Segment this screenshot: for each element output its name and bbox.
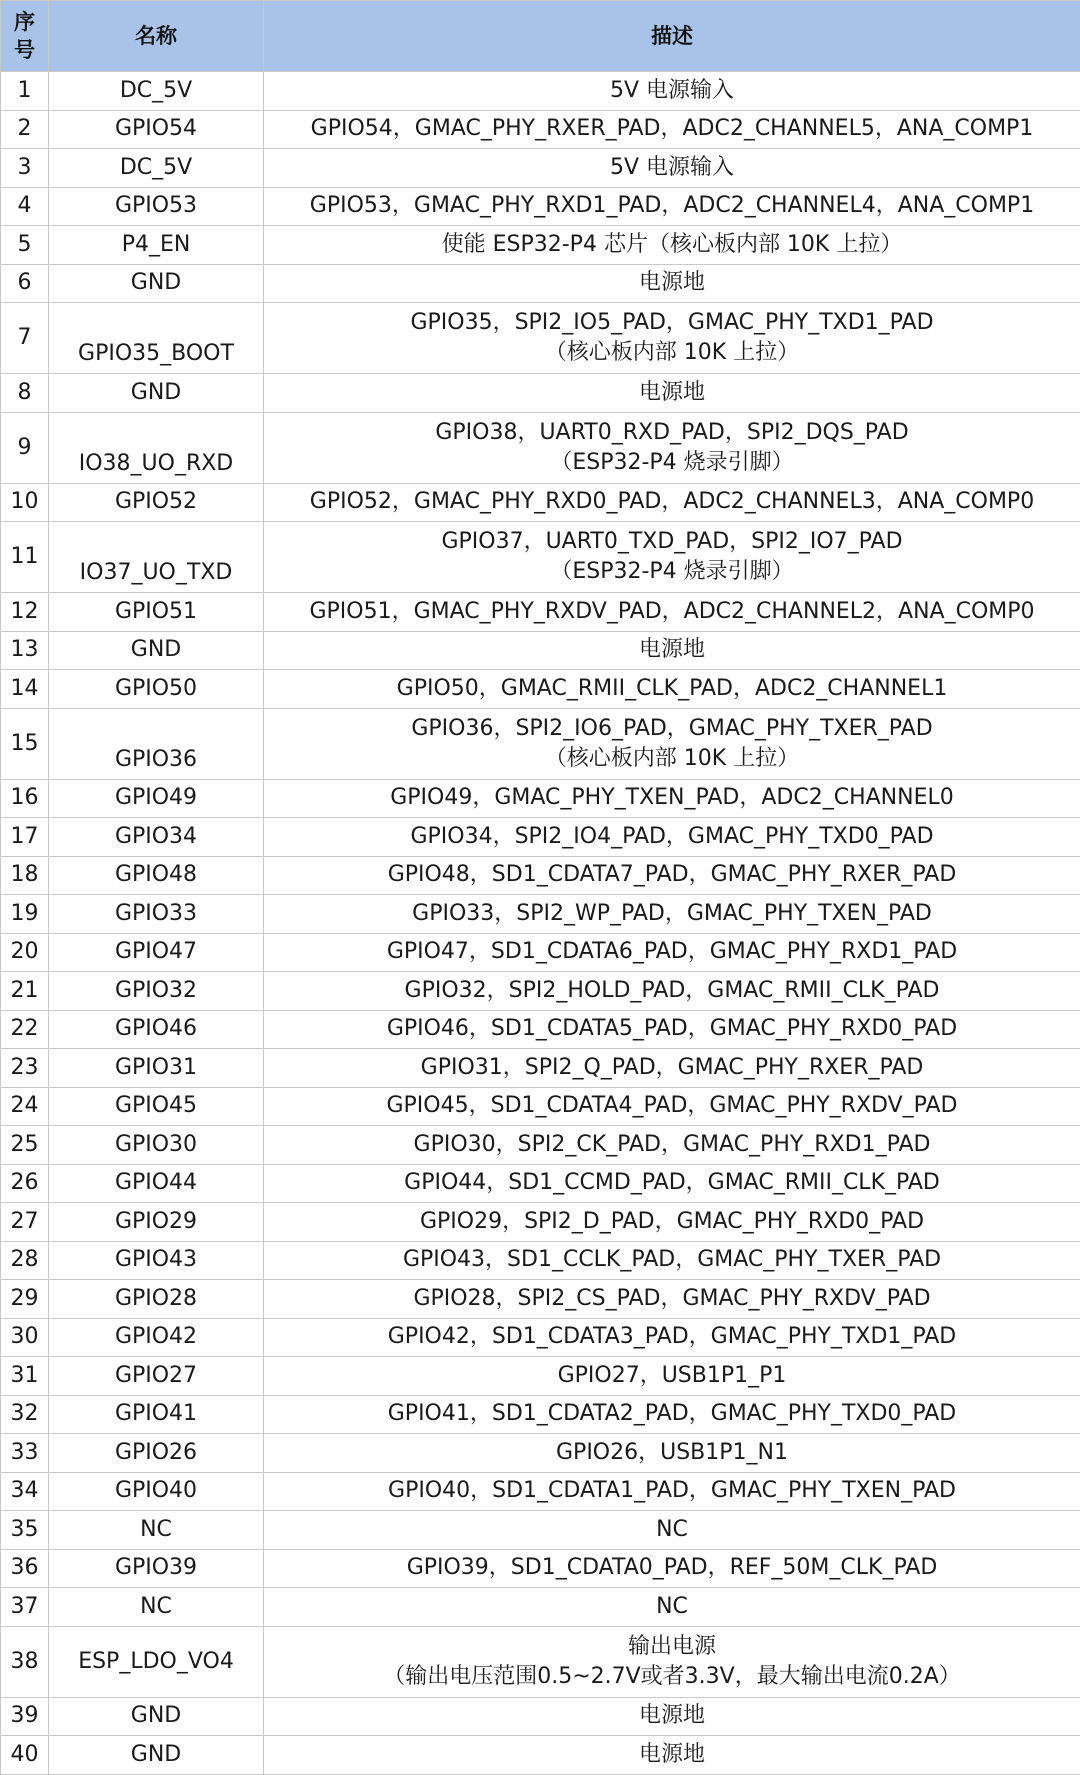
row-index: 13 [1, 631, 49, 670]
row-desc-line: GPIO51，GMAC_PHY_RXDV_PAD，ADC2_CHANNEL2，ANA_COMP0 [266, 597, 1078, 627]
row-index: 21 [1, 972, 49, 1011]
table-row [1, 1049, 1080, 1088]
table-row [1, 1010, 1080, 1049]
row-index: 29 [1, 1280, 49, 1319]
row-name: GPIO45 [49, 1087, 264, 1126]
row-desc-line: GPIO40，SD1_CDATA1_PAD，GMAC_PHY_TXEN_PAD [266, 1476, 1078, 1506]
table-row [1, 226, 1080, 265]
table-row [1, 187, 1080, 226]
table-row [1, 779, 1080, 818]
row-desc [264, 483, 1080, 522]
row-desc [264, 895, 1080, 934]
row-desc [264, 1087, 1080, 1126]
row-desc-line: GPIO52，GMAC_PHY_RXD0_PAD，ADC2_CHANNEL3，ANA_COMP0 [266, 487, 1078, 517]
row-name: GPIO26 [49, 1434, 264, 1473]
header-index [1, 1, 49, 72]
row-desc [264, 226, 1080, 265]
row-name: GPIO28 [49, 1280, 264, 1319]
row-desc-line: GPIO53，GMAC_PHY_RXD1_PAD，ADC2_CHANNEL4，ANA_COMP1 [266, 191, 1078, 221]
row-index: 15 [1, 708, 49, 779]
row-desc [264, 522, 1080, 593]
table-row [1, 1697, 1080, 1736]
row-name: GPIO52 [49, 483, 264, 522]
header-index-char: 序 [3, 8, 46, 36]
row-desc [264, 1241, 1080, 1280]
table-row [1, 374, 1080, 413]
row-index: 7 [1, 303, 49, 374]
row-desc-line: GPIO45，SD1_CDATA4_PAD，GMAC_PHY_RXDV_PAD [266, 1091, 1078, 1121]
row-index: 31 [1, 1357, 49, 1396]
row-index: 34 [1, 1472, 49, 1511]
row-desc-line: 电源地 [266, 268, 1078, 298]
row-desc [264, 1472, 1080, 1511]
row-desc-line: （核心板内部 10K 上拉） [266, 744, 1078, 774]
table-row [1, 1087, 1080, 1126]
table-row [1, 1164, 1080, 1203]
row-name: GPIO51 [49, 593, 264, 632]
row-desc-line: GPIO47，SD1_CDATA6_PAD，GMAC_PHY_RXD1_PAD [266, 937, 1078, 967]
row-index: 32 [1, 1395, 49, 1434]
row-index: 9 [1, 412, 49, 483]
row-desc [264, 856, 1080, 895]
row-name: GPIO29 [49, 1203, 264, 1242]
row-desc-line: 电源地 [266, 1701, 1078, 1731]
header-name: 名称 [49, 1, 264, 72]
table-row [1, 264, 1080, 303]
table-row [1, 412, 1080, 483]
row-desc [264, 110, 1080, 149]
row-desc-line: GPIO28，SPI2_CS_PAD，GMAC_PHY_RXDV_PAD [266, 1284, 1078, 1314]
row-desc-line: 电源地 [266, 1740, 1078, 1770]
row-name: GPIO34 [49, 818, 264, 857]
row-desc [264, 1318, 1080, 1357]
row-desc-line: GPIO42，SD1_CDATA3_PAD，GMAC_PHY_TXD1_PAD [266, 1322, 1078, 1352]
row-index: 14 [1, 670, 49, 709]
table-row [1, 303, 1080, 374]
row-desc-line: GPIO54，GMAC_PHY_RXER_PAD，ADC2_CHANNEL5，ANA_COMP1 [266, 114, 1078, 144]
row-name: GPIO43 [49, 1241, 264, 1280]
row-name: GPIO42 [49, 1318, 264, 1357]
row-index: 19 [1, 895, 49, 934]
row-desc-line: GPIO36，SPI2_IO6_PAD，GMAC_PHY_TXER_PAD [266, 714, 1078, 744]
row-desc-line: 使能 ESP32-P4 芯片（核心板内部 10K 上拉） [266, 230, 1078, 260]
row-desc-line: 输出电源 [266, 1632, 1078, 1662]
row-index: 5 [1, 226, 49, 265]
table-row [1, 483, 1080, 522]
row-name: GPIO50 [49, 670, 264, 709]
row-desc-line: NC [266, 1592, 1078, 1622]
row-desc [264, 303, 1080, 374]
table-row [1, 1736, 1080, 1775]
row-name: GND [49, 374, 264, 413]
row-desc-line: 5V 电源输入 [266, 153, 1078, 183]
row-desc-line: NC [266, 1515, 1078, 1545]
header-row [1, 1, 1080, 72]
table-row [1, 110, 1080, 149]
row-name: GPIO36 [49, 708, 264, 779]
row-desc [264, 412, 1080, 483]
table-row [1, 933, 1080, 972]
row-index: 23 [1, 1049, 49, 1088]
row-desc-line: GPIO48，SD1_CDATA7_PAD，GMAC_PHY_RXER_PAD [266, 860, 1078, 890]
row-desc [264, 972, 1080, 1011]
table-row [1, 522, 1080, 593]
row-index: 10 [1, 483, 49, 522]
row-desc [264, 1395, 1080, 1434]
header-desc: 描述 [264, 1, 1080, 72]
row-name: GPIO53 [49, 187, 264, 226]
row-desc-line: GPIO39，SD1_CDATA0_PAD，REF_50M_CLK_PAD [266, 1553, 1078, 1583]
row-name: GND [49, 631, 264, 670]
row-desc [264, 1588, 1080, 1627]
row-desc-line: GPIO29，SPI2_D_PAD，GMAC_PHY_RXD0_PAD [266, 1207, 1078, 1237]
row-desc [264, 1164, 1080, 1203]
row-name: GPIO35_BOOT [49, 303, 264, 374]
row-desc-line: 电源地 [266, 378, 1078, 408]
row-desc [264, 1626, 1080, 1697]
row-name: NC [49, 1511, 264, 1550]
row-desc [264, 149, 1080, 188]
table-row [1, 1318, 1080, 1357]
row-desc [264, 374, 1080, 413]
row-name: DC_5V [49, 149, 264, 188]
table-row [1, 1588, 1080, 1627]
row-name: NC [49, 1588, 264, 1627]
table-row [1, 1203, 1080, 1242]
row-desc [264, 1511, 1080, 1550]
row-index: 22 [1, 1010, 49, 1049]
row-desc [264, 72, 1080, 111]
row-index: 17 [1, 818, 49, 857]
table-row [1, 972, 1080, 1011]
row-desc [264, 708, 1080, 779]
row-name: GPIO54 [49, 110, 264, 149]
row-index: 16 [1, 779, 49, 818]
row-name: ESP_LDO_VO4 [49, 1626, 264, 1697]
table-row [1, 1549, 1080, 1588]
row-desc-line: GPIO41，SD1_CDATA2_PAD，GMAC_PHY_TXD0_PAD [266, 1399, 1078, 1429]
row-name: GND [49, 1697, 264, 1736]
row-desc-line: GPIO46，SD1_CDATA5_PAD，GMAC_PHY_RXD0_PAD [266, 1014, 1078, 1044]
table-row [1, 856, 1080, 895]
row-desc [264, 1203, 1080, 1242]
row-name: GPIO40 [49, 1472, 264, 1511]
row-desc-line: 电源地 [266, 635, 1078, 665]
row-index: 18 [1, 856, 49, 895]
row-desc-line: GPIO31，SPI2_Q_PAD，GMAC_PHY_RXER_PAD [266, 1053, 1078, 1083]
row-index: 39 [1, 1697, 49, 1736]
row-name: GPIO49 [49, 779, 264, 818]
row-desc [264, 593, 1080, 632]
row-index: 38 [1, 1626, 49, 1697]
row-desc-line: （核心板内部 10K 上拉） [266, 338, 1078, 368]
table-row [1, 631, 1080, 670]
row-desc-line: （ESP32-P4 烧录引脚） [266, 557, 1078, 587]
row-index: 12 [1, 593, 49, 632]
row-name: GPIO33 [49, 895, 264, 934]
row-desc [264, 1049, 1080, 1088]
table-row [1, 1626, 1080, 1697]
row-desc [264, 779, 1080, 818]
table-body [1, 72, 1080, 1775]
row-desc [264, 187, 1080, 226]
table-row [1, 593, 1080, 632]
row-desc [264, 1010, 1080, 1049]
row-desc [264, 1126, 1080, 1165]
row-index: 1 [1, 72, 49, 111]
row-index: 30 [1, 1318, 49, 1357]
row-index: 37 [1, 1588, 49, 1627]
table-row [1, 1511, 1080, 1550]
row-desc [264, 670, 1080, 709]
row-name: GPIO39 [49, 1549, 264, 1588]
row-index: 25 [1, 1126, 49, 1165]
row-name: IO38_UO_RXD [49, 412, 264, 483]
table-row [1, 1357, 1080, 1396]
row-name: GPIO47 [49, 933, 264, 972]
row-desc [264, 264, 1080, 303]
row-name: GPIO48 [49, 856, 264, 895]
row-index: 20 [1, 933, 49, 972]
row-desc [264, 1280, 1080, 1319]
row-desc [264, 818, 1080, 857]
row-name: GPIO44 [49, 1164, 264, 1203]
row-name: GPIO27 [49, 1357, 264, 1396]
row-name: GND [49, 264, 264, 303]
row-index: 4 [1, 187, 49, 226]
row-index: 24 [1, 1087, 49, 1126]
row-desc-line: 5V 电源输入 [266, 76, 1078, 106]
row-index: 26 [1, 1164, 49, 1203]
row-name: GPIO46 [49, 1010, 264, 1049]
table-row [1, 1126, 1080, 1165]
table-row [1, 895, 1080, 934]
table-row [1, 1434, 1080, 1473]
table-row [1, 1241, 1080, 1280]
row-desc [264, 1549, 1080, 1588]
table-row [1, 1395, 1080, 1434]
row-desc-line: GPIO37，UART0_TXD_PAD，SPI2_IO7_PAD [266, 527, 1078, 557]
row-index: 3 [1, 149, 49, 188]
row-desc-line: GPIO32，SPI2_HOLD_PAD，GMAC_RMII_CLK_PAD [266, 976, 1078, 1006]
table-row [1, 670, 1080, 709]
row-desc-line: GPIO30，SPI2_CK_PAD，GMAC_PHY_RXD1_PAD [266, 1130, 1078, 1160]
row-desc-line: （ESP32-P4 烧录引脚） [266, 448, 1078, 478]
row-index: 2 [1, 110, 49, 149]
table-row [1, 149, 1080, 188]
row-name: GPIO41 [49, 1395, 264, 1434]
row-index: 33 [1, 1434, 49, 1473]
row-desc-line: GPIO43，SD1_CCLK_PAD，GMAC_PHY_TXER_PAD [266, 1245, 1078, 1275]
row-desc [264, 933, 1080, 972]
row-desc-line: GPIO49，GMAC_PHY_TXEN_PAD，ADC2_CHANNEL0 [266, 783, 1078, 813]
row-name: DC_5V [49, 72, 264, 111]
row-name: GND [49, 1736, 264, 1775]
row-desc-line: GPIO50，GMAC_RMII_CLK_PAD，ADC2_CHANNEL1 [266, 674, 1078, 704]
row-desc-line: （输出电压范围0.5~2.7V或者3.3V，最大输出电流0.2A） [266, 1662, 1078, 1692]
row-desc-line: GPIO33，SPI2_WP_PAD，GMAC_PHY_TXEN_PAD [266, 899, 1078, 929]
row-desc-line: GPIO38，UART0_RXD_PAD，SPI2_DQS_PAD [266, 418, 1078, 448]
row-desc [264, 631, 1080, 670]
row-index: 28 [1, 1241, 49, 1280]
row-desc [264, 1357, 1080, 1396]
row-desc [264, 1697, 1080, 1736]
row-index: 40 [1, 1736, 49, 1775]
table-row [1, 708, 1080, 779]
row-desc [264, 1736, 1080, 1775]
row-desc-line: GPIO27，USB1P1_P1 [266, 1361, 1078, 1391]
row-desc-line: GPIO34，SPI2_IO4_PAD，GMAC_PHY_TXD0_PAD [266, 822, 1078, 852]
row-index: 35 [1, 1511, 49, 1550]
header-index-char: 号 [3, 36, 46, 64]
table-row [1, 818, 1080, 857]
row-name: P4_EN [49, 226, 264, 265]
row-index: 8 [1, 374, 49, 413]
row-name: GPIO31 [49, 1049, 264, 1088]
row-index: 11 [1, 522, 49, 593]
row-name: GPIO30 [49, 1126, 264, 1165]
row-desc-line: GPIO26，USB1P1_N1 [266, 1438, 1078, 1468]
row-name: IO37_UO_TXD [49, 522, 264, 593]
table-row [1, 1280, 1080, 1319]
table-row [1, 1472, 1080, 1511]
row-name: GPIO32 [49, 972, 264, 1011]
row-index: 6 [1, 264, 49, 303]
row-desc-line: GPIO35，SPI2_IO5_PAD，GMAC_PHY_TXD1_PAD [266, 308, 1078, 338]
row-index: 27 [1, 1203, 49, 1242]
table-row [1, 72, 1080, 111]
row-desc [264, 1434, 1080, 1473]
row-desc-line: GPIO44，SD1_CCMD_PAD，GMAC_RMII_CLK_PAD [266, 1168, 1078, 1198]
row-index: 36 [1, 1549, 49, 1588]
